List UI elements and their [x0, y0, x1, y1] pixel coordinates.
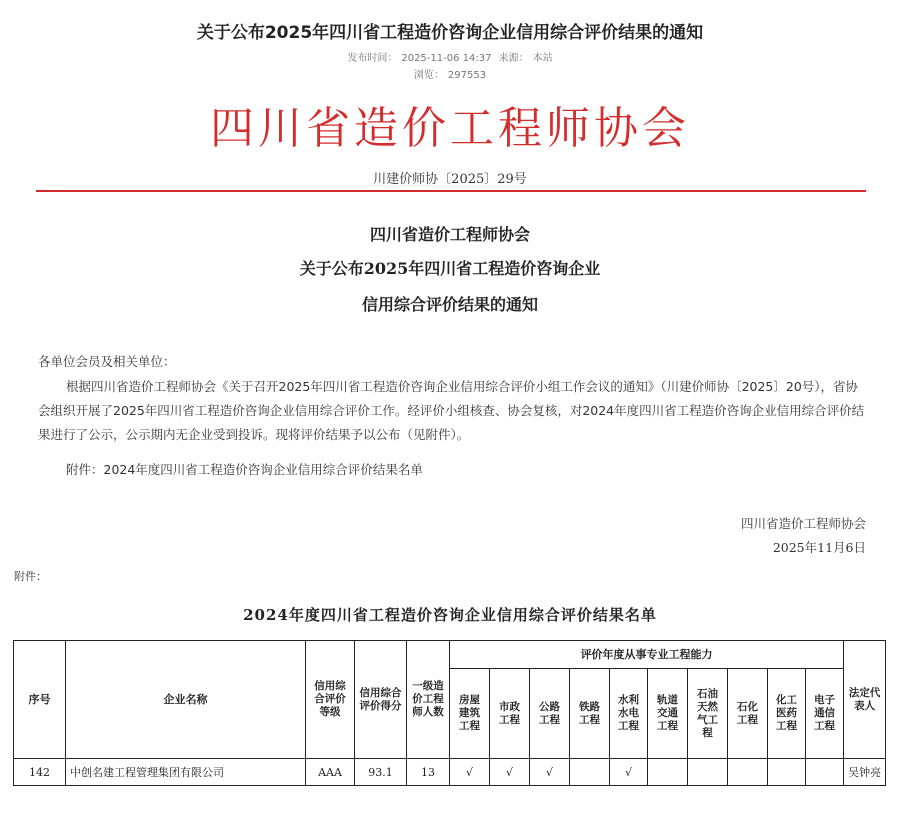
col-header-score: 信用综合评价得分	[355, 641, 407, 759]
heading-line-1: 四川省造价工程师协会	[369, 225, 530, 244]
cell-specialty-mark	[728, 759, 768, 786]
letterhead-red-rule	[36, 190, 866, 192]
salutation: 各单位会员及相关单位：	[38, 354, 176, 369]
col-header-company: 企业名称	[66, 641, 306, 759]
cell-specialty-mark	[570, 759, 610, 786]
source: 本站	[532, 53, 553, 64]
results-table	[13, 640, 886, 786]
col-header-specialty: 化工医药工程	[768, 669, 806, 759]
cell-specialty-mark	[768, 759, 806, 786]
source-label: 来源：	[498, 53, 529, 64]
document-number: 川建价师协〔2025〕29号	[373, 172, 527, 187]
appendix-title: 2024年度四川省工程造价咨询企业信用综合评价结果名单	[243, 606, 657, 624]
views-label: 浏览：	[413, 70, 444, 81]
publish-time-label: 发布时间：	[347, 53, 398, 64]
cell-specialty-mark	[806, 759, 844, 786]
views-meta	[0, 66, 900, 81]
col-header-specialty: 轨道交通工程	[648, 669, 688, 759]
col-header-specialty: 电子通信工程	[806, 669, 844, 759]
publish-time: 2025-11-06 14:37	[401, 53, 492, 64]
col-header-specialty: 铁路工程	[570, 669, 610, 759]
appendix-label: 附件：	[14, 570, 47, 583]
col-header-specialty: 市政工程	[490, 669, 530, 759]
col-header-specialty: 石油天然气工程	[688, 669, 728, 759]
attachment-reference: 附件：2024年度四川省工程造价咨询企业信用综合评价结果名单	[66, 462, 423, 477]
col-header-specialty: 石化工程	[728, 669, 768, 759]
cell-legal-rep: 吴钟亮	[844, 759, 886, 786]
cell-grade: AAA	[306, 759, 355, 786]
col-header-specialty: 房屋建筑工程	[450, 669, 490, 759]
page-title: 关于公布2025年四川省工程造价咨询企业信用综合评价结果的通知	[196, 23, 704, 43]
cell-specialty-mark: √	[490, 759, 530, 786]
cell-specialty-mark	[648, 759, 688, 786]
cell-specialty-mark	[688, 759, 728, 786]
signature-org: 四川省造价工程师协会	[740, 516, 866, 531]
col-header-engineers: 一级造价工程师人数	[407, 641, 450, 759]
letterhead-org-name: 四川省造价工程师协会	[210, 103, 690, 154]
cell-specialty-mark: √	[530, 759, 570, 786]
col-header-capability-group: 评价年度从事专业工程能力	[450, 641, 844, 669]
cell-engineers: 13	[407, 759, 450, 786]
col-header-specialty: 水利水电工程	[610, 669, 648, 759]
col-header-grade: 信用综合评价等级	[306, 641, 355, 759]
views-count: 297553	[447, 70, 487, 81]
cell-company: 中创名建工程管理集团有限公司	[66, 759, 306, 786]
cell-specialty-mark: √	[450, 759, 490, 786]
col-header-seq: 序号	[14, 641, 66, 759]
cell-score: 93.1	[355, 759, 407, 786]
signature-date: 2025年11月6日	[772, 540, 866, 555]
body-paragraph: 根据四川省造价工程师协会《关于召开2025年四川省工程造价咨询企业信用综合评价小组工作会议的通知》（川建价师协〔2025〕20号），省协会组织开展了2025年四川省工程造价咨询企业信用综合评价工作。经评价小组核查、协会复核，对2024年度四川省工程造价咨询企业信用综合评价结果进行了公示，公示期内无企业受到投诉。现将评价结果予以公布（见附件）。	[38, 379, 865, 442]
col-header-specialty: 公路工程	[530, 669, 570, 759]
cell-seq: 142	[14, 759, 66, 786]
table-row	[14, 759, 886, 786]
heading-line-3: 信用综合评价结果的通知	[361, 295, 538, 314]
col-header-legal-rep: 法定代表人	[844, 641, 886, 759]
cell-specialty-mark: √	[610, 759, 648, 786]
heading-line-2: 关于公布2025年四川省工程造价咨询企业	[299, 259, 601, 278]
publish-meta	[0, 49, 900, 64]
